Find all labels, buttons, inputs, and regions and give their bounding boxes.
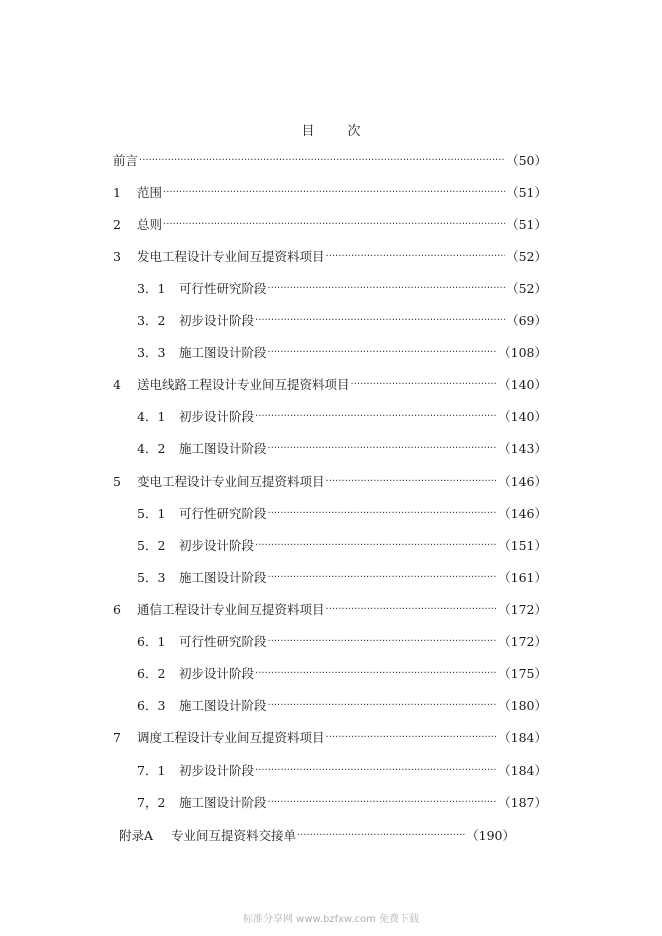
toc-leader-dots <box>139 155 505 166</box>
toc-entry-title: 施工图设计阶段 <box>179 441 267 456</box>
toc-leader-dots <box>268 443 498 454</box>
toc-entry-number: 5．1 <box>137 506 166 521</box>
toc-entry-number: 6．3 <box>137 698 166 713</box>
toc-entry <box>137 631 547 651</box>
toc-entry <box>113 374 547 394</box>
toc-entry-number: 7．1 <box>137 763 166 778</box>
toc-entry-title: 施工图设计阶段 <box>179 570 267 585</box>
toc-entry-page: （51） <box>506 185 547 200</box>
toc-entry-title: 范围 <box>137 185 163 200</box>
toc-leader-dots <box>326 251 506 262</box>
toc-entry-title: 施工图设计阶段 <box>179 345 267 360</box>
toc-entry-title: 前言 <box>113 153 139 168</box>
toc-entry-page: （146） <box>498 506 547 521</box>
toc-leader-dots <box>255 668 497 679</box>
toc-entry <box>137 503 547 523</box>
toc-leader-dots <box>268 700 498 711</box>
toc-entry-page: （52） <box>506 249 547 264</box>
toc-entry <box>137 695 547 715</box>
toc-entry-number: 7 <box>113 729 121 745</box>
toc-entry-page: （69） <box>506 313 547 328</box>
toc-entry-number: 4．2 <box>137 441 166 456</box>
toc-leader-dots <box>351 379 498 390</box>
toc-entry-page: （172） <box>498 634 547 649</box>
toc-leader-dots <box>326 476 498 487</box>
toc-entry-number: 3．1 <box>137 281 166 296</box>
toc-entry <box>137 406 547 426</box>
toc-entry-number: 6 <box>113 601 121 617</box>
toc-entry <box>137 535 547 555</box>
toc-entry-number: 7，2 <box>137 795 166 810</box>
toc-entry <box>119 825 515 845</box>
toc-entry-page: （184） <box>498 763 547 778</box>
toc-entry-title: 施工图设计阶段 <box>179 795 267 810</box>
toc-entry-title: 施工图设计阶段 <box>179 698 267 713</box>
toc-entry-title: 送电线路工程设计专业间互提资料项目 <box>137 377 350 392</box>
toc-entry-number: 4．1 <box>137 409 166 424</box>
toc-entry <box>137 310 547 330</box>
watermark-footer: 标准分享网 www.bzfxw.com 免费下载 <box>243 914 419 925</box>
toc-leader-dots <box>255 315 505 326</box>
toc-entry-page: （143） <box>498 441 547 456</box>
toc-entry-number: 6．1 <box>137 634 166 649</box>
toc-entry <box>137 663 547 683</box>
toc-entry <box>137 567 547 587</box>
toc-entry-page: （187） <box>498 795 547 810</box>
toc-leader-dots <box>255 540 497 551</box>
toc-entry-title: 专业间互提资料交接单 <box>171 828 297 843</box>
toc-leader-dots <box>268 347 498 358</box>
toc-entry-title: 初步设计阶段 <box>179 538 255 553</box>
toc-leader-dots <box>297 830 465 841</box>
toc-leader-dots <box>255 411 497 422</box>
toc-leader-dots <box>255 765 497 776</box>
toc-entry-page: （146） <box>498 474 547 489</box>
toc-entry-page: （50） <box>506 153 547 168</box>
toc-entry-page: （184） <box>498 730 547 745</box>
toc-entry-page: （108） <box>498 345 547 360</box>
toc-entry-title: 可行性研究阶段 <box>179 281 267 296</box>
toc-entry-number: 附录A <box>119 828 154 843</box>
toc-entry-title: 初步设计阶段 <box>179 666 255 681</box>
toc-entry <box>113 150 547 170</box>
toc-entry-number: 3．3 <box>137 345 166 360</box>
toc-entry-page: （175） <box>498 666 547 681</box>
toc-entry-page: （172） <box>498 602 547 617</box>
toc-entry <box>137 342 547 362</box>
toc-entry <box>113 214 547 234</box>
toc-entry-number: 3 <box>113 248 121 264</box>
toc-entry <box>113 599 547 619</box>
toc-leader-dots <box>268 283 506 294</box>
toc-entry <box>113 471 547 491</box>
toc-entry <box>137 792 547 812</box>
toc-entry-title: 调度工程设计专业间互提资料项目 <box>137 730 325 745</box>
toc-entry-page: （51） <box>506 217 547 232</box>
toc-leader-dots <box>268 508 498 519</box>
toc-entry <box>137 278 547 298</box>
toc-entry-title: 变电工程设计专业间互提资料项目 <box>137 474 325 489</box>
toc-entry-number: 2 <box>113 216 121 232</box>
toc-entry-title: 初步设计阶段 <box>179 409 255 424</box>
toc-leader-dots <box>163 187 505 198</box>
toc-entry-number: 5 <box>113 473 121 489</box>
toc-entry-page: （52） <box>506 281 547 296</box>
toc-entry <box>137 438 547 458</box>
toc-entry-title: 初步设计阶段 <box>179 763 255 778</box>
toc-entry <box>113 727 547 747</box>
toc-entry-page: （190） <box>466 828 515 843</box>
toc-entry-number: 5．2 <box>137 538 166 553</box>
toc-leader-dots <box>268 636 498 647</box>
toc-entry-title: 可行性研究阶段 <box>179 506 267 521</box>
page-title: 目 次 <box>301 124 361 139</box>
toc-entry-number: 5．3 <box>137 570 166 585</box>
toc-entry <box>113 246 547 266</box>
toc-leader-dots <box>326 604 498 615</box>
toc-entry <box>113 182 547 202</box>
toc-entry-number: 1 <box>113 184 121 200</box>
toc-entry-page: （180） <box>498 698 547 713</box>
toc-leader-dots <box>268 797 498 808</box>
toc-entry-title: 通信工程设计专业间互提资料项目 <box>137 602 325 617</box>
toc-entry-page: （151） <box>498 538 547 553</box>
toc-entry-page: （140） <box>498 409 547 424</box>
toc-leader-dots <box>268 572 498 583</box>
toc-entry-title: 初步设计阶段 <box>179 313 255 328</box>
toc-entry-page: （161） <box>498 570 547 585</box>
toc-entry-title: 总则 <box>137 217 163 232</box>
toc-leader-dots <box>163 219 505 230</box>
toc-leader-dots <box>326 732 498 743</box>
toc-entry-number: 6．2 <box>137 666 166 681</box>
toc-entry <box>137 760 547 780</box>
toc-entry-page: （140） <box>498 377 547 392</box>
toc-entry-title: 发电工程设计专业间互提资料项目 <box>137 249 325 264</box>
toc-entry-number: 3．2 <box>137 313 166 328</box>
toc-entry-number: 4 <box>113 376 121 392</box>
toc-entry-title: 可行性研究阶段 <box>179 634 267 649</box>
